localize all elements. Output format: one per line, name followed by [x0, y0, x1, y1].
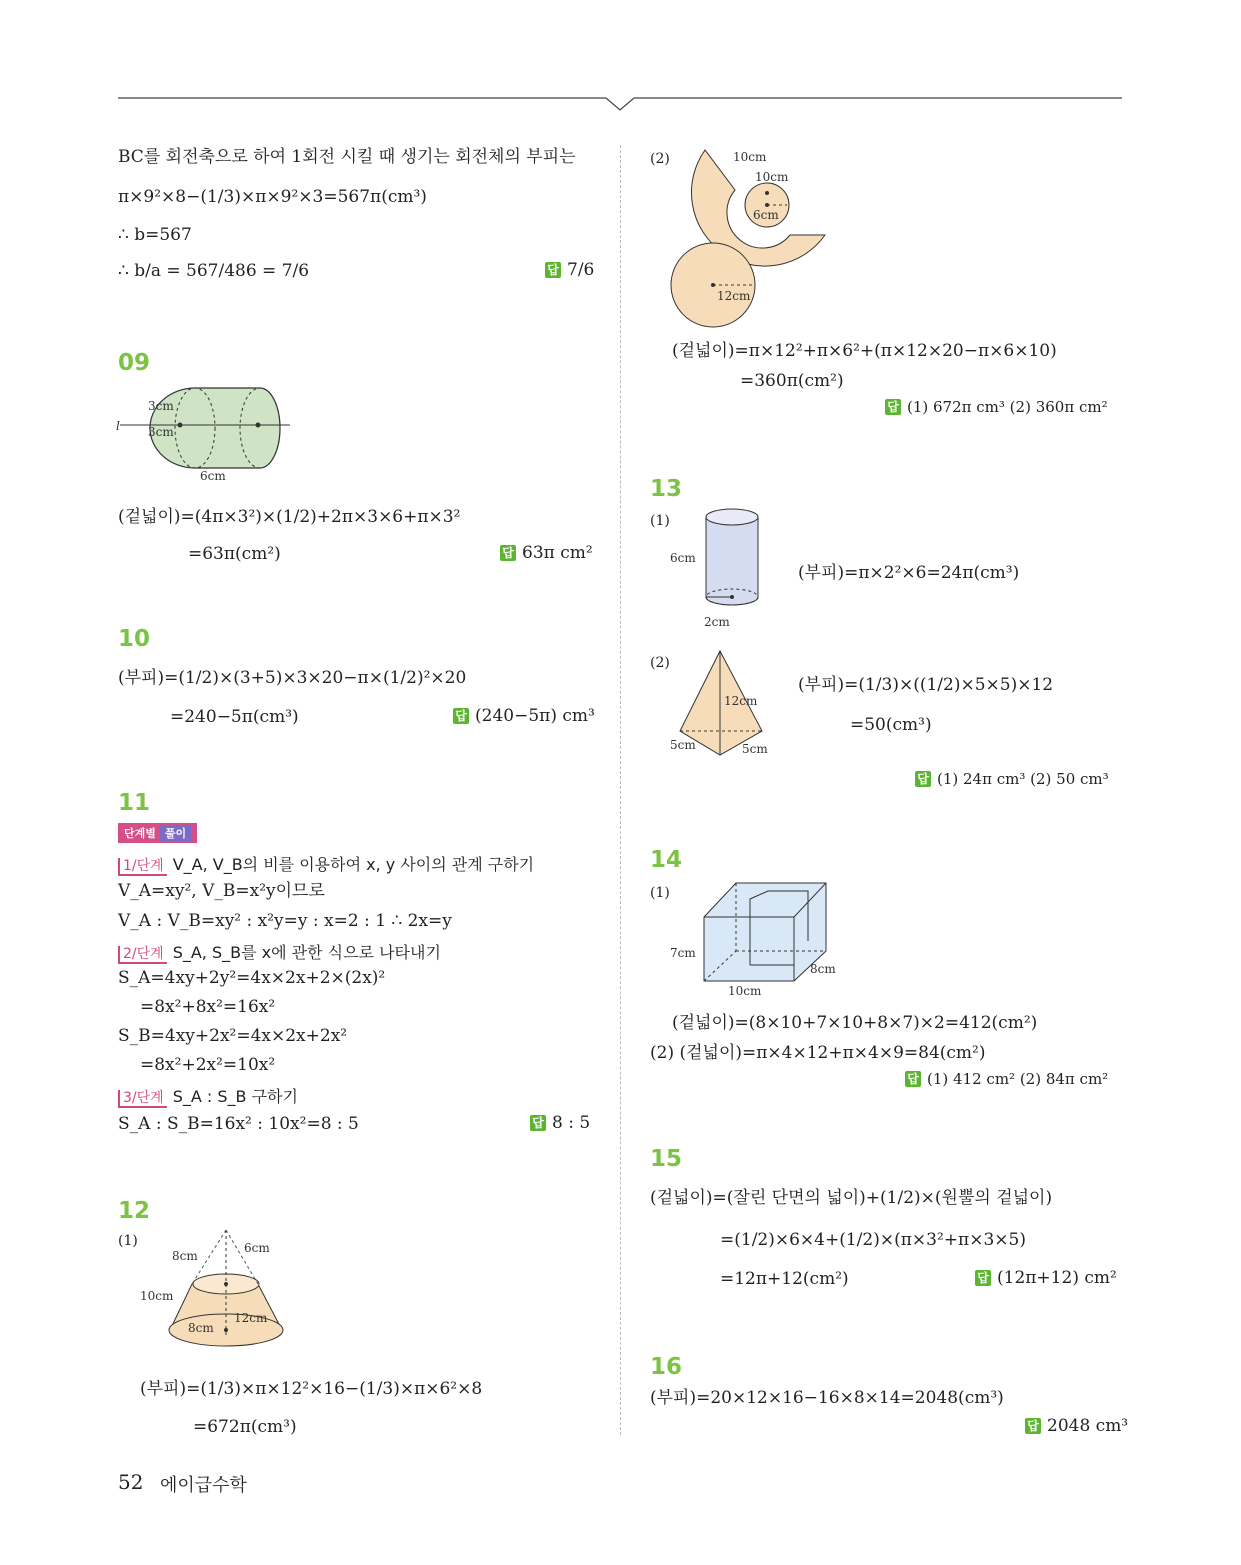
figure-13-1: [668, 505, 778, 633]
intro-answer: 답 7/6: [545, 260, 594, 280]
p15-line-3: =12π+12(cm²): [720, 1269, 849, 1289]
fig12b-label-a: 10cm: [733, 150, 767, 164]
problem-number-14: 14: [650, 847, 683, 873]
problem-number-16: 16: [650, 1354, 683, 1380]
fig09-label-a: 3cm: [148, 399, 174, 413]
fig14-label-b: 10cm: [728, 984, 762, 998]
answer-badge: 답: [453, 708, 469, 724]
p13-line-2: (부피)=(1/3)×((1/2)×5×5)×12: [798, 675, 1054, 695]
p15-line-1: (겉넓이)=(잘린 단면의 넓이)+(1/2)×(원뿔의 겉넓이): [650, 1188, 1053, 1208]
top-rule: [0, 0, 1241, 120]
answer-badge: 답: [500, 545, 516, 561]
p11-line-1: V_A=xy², V_B=x²y이므로: [118, 881, 325, 901]
fig12b-label-d: 12cm: [717, 289, 751, 303]
problem-number-15: 15: [650, 1146, 683, 1172]
p13-answer: 답 (1) 24π cm³ (2) 50 cm³: [915, 770, 1109, 788]
problem-number-11: 11: [118, 790, 151, 816]
p11-line-7: S_A : S_B=16x² : 10x²=8 : 5: [118, 1114, 359, 1134]
problem-number-09: 09: [118, 350, 151, 376]
fig13b-label-b: 5cm: [742, 742, 768, 756]
step-1: 1/단계 V_A, V_B의 비를 이용하여 x, y 사이의 관계 구하기: [118, 852, 534, 875]
figure-13-2: [668, 645, 783, 760]
step-2: 2/단계 S_A, S_B를 x에 관한 식으로 나타내기: [118, 940, 441, 963]
p11-line-3: S_A=4xy+2y²=4x×2x+2×(2x)²: [118, 968, 386, 988]
fig12b-label-b: 10cm: [755, 170, 789, 184]
problem-number-13: 13: [650, 476, 683, 502]
intro-line-1: BC를 회전축으로 하여 1회전 시킬 때 생기는 회전체의 부피는: [118, 147, 576, 167]
fig09-label-c: 6cm: [200, 469, 226, 483]
fig12b-label-c: 6cm: [753, 208, 779, 222]
fig12-label-b: 6cm: [244, 1241, 270, 1255]
p13-sub-1: (1): [650, 513, 670, 529]
intro-line-3: ∴ b=567: [118, 225, 192, 245]
p11-line-5: S_B=4xy+2x²=4x×2x+2x²: [118, 1026, 348, 1046]
p16-answer: 답 2048 cm³: [1025, 1416, 1128, 1436]
figure-14: [668, 875, 848, 1000]
answer-badge: 답: [975, 1270, 991, 1286]
fig13b-label-a: 5cm: [670, 738, 696, 752]
answer-badge: 답: [915, 771, 931, 787]
p14-answer: 답 (1) 412 cm² (2) 84π cm²: [905, 1070, 1108, 1088]
answer-badge: 답: [905, 1071, 921, 1087]
intro-line-4: ∴ b/a = 567/486 = 7/6: [118, 261, 310, 281]
figure-09: [110, 380, 300, 490]
p14-sub-1: (1): [650, 885, 670, 901]
figure-12-1: [130, 1228, 310, 1348]
p12-sub-1: (1): [118, 1233, 138, 1249]
p12-line-2: =672π(cm³): [193, 1417, 297, 1437]
problem-number-12: 12: [118, 1198, 151, 1224]
fig12-label-c: 10cm: [140, 1289, 174, 1303]
step-3: 3/단계 S_A : S_B 구하기: [118, 1084, 298, 1107]
p10-line-1: (부피)=(1/2)×(3+5)×3×20−π×(1/2)²×20: [118, 668, 467, 688]
figure-12-2: [665, 145, 840, 335]
p12b-line-1: (겉넓이)=π×12²+π×6²+(π×12×20−π×6×10): [672, 341, 1057, 361]
answer-badge: 답: [1025, 1418, 1041, 1434]
p09-line-2: =63π(cm²): [188, 544, 281, 564]
fig12-label-d: 12cm: [234, 1311, 268, 1325]
p15-answer: 답 (12π+12) cm²: [975, 1268, 1117, 1288]
fig13a-label-h: 6cm: [670, 551, 696, 565]
p12-line-1: (부피)=(1/3)×π×12²×16−(1/3)×π×6²×8: [140, 1379, 483, 1399]
answer-badge: 답: [545, 262, 561, 278]
fig13b-label-h: 12cm: [724, 694, 758, 708]
p13-line-3: =50(cm³): [850, 715, 932, 735]
p13-sub-2: (2): [650, 655, 670, 671]
book-title: 에이급수학: [160, 1475, 247, 1496]
fig14-label-c: 8cm: [810, 962, 836, 976]
p11-line-2: V_A : V_B=xy² : x²y=y : x=2 : 1 ∴ 2x=y: [118, 911, 452, 931]
p12-sub-2: (2): [650, 151, 670, 167]
p11-answer: 답 8 : 5: [530, 1113, 590, 1133]
fig09-label-l: l: [116, 419, 120, 433]
p11-line-4: =8x²+8x²=16x²: [140, 997, 276, 1017]
page-number: 52: [118, 1470, 144, 1494]
fig14-label-a: 7cm: [670, 946, 696, 960]
p09-answer: 답 63π cm²: [500, 543, 593, 563]
p14-line-2: (2) (겉넓이)=π×4×12+π×4×9=84(cm²): [650, 1043, 986, 1063]
p09-line-1: (겉넓이)=(4π×3²)×(1/2)+2π×3×6+π×3²: [118, 507, 461, 527]
fig09-label-b: 3cm: [148, 425, 174, 439]
p10-answer: 답 (240−5π) cm³: [453, 706, 595, 726]
p16-line-1: (부피)=20×12×16−16×8×14=2048(cm³): [650, 1388, 1004, 1408]
p14-line-1: (겉넓이)=(8×10+7×10+8×7)×2=412(cm²): [672, 1013, 1038, 1033]
p11-line-6: =8x²+2x²=10x²: [140, 1055, 276, 1075]
problem-number-10: 10: [118, 626, 151, 652]
intro-line-2: π×9²×8−(1/3)×π×9²×3=567π(cm³): [118, 187, 427, 207]
answer-badge: 답: [885, 399, 901, 415]
p13-line-1: (부피)=π×2²×6=24π(cm³): [798, 563, 1020, 583]
p12b-line-2: =360π(cm²): [740, 371, 844, 391]
column-divider: [620, 145, 622, 1435]
fig12-label-a: 8cm: [172, 1249, 198, 1263]
p15-line-2: =(1/2)×6×4+(1/2)×(π×3²+π×3×5): [720, 1230, 1026, 1250]
fig12-label-e: 8cm: [188, 1321, 214, 1335]
p10-line-2: =240−5π(cm³): [170, 707, 299, 727]
step-tag: 단계별 풀이: [118, 823, 197, 843]
p12-answer: 답 (1) 672π cm³ (2) 360π cm²: [885, 398, 1108, 416]
answer-badge: 답: [530, 1115, 546, 1131]
fig13a-label-r: 2cm: [704, 615, 730, 629]
